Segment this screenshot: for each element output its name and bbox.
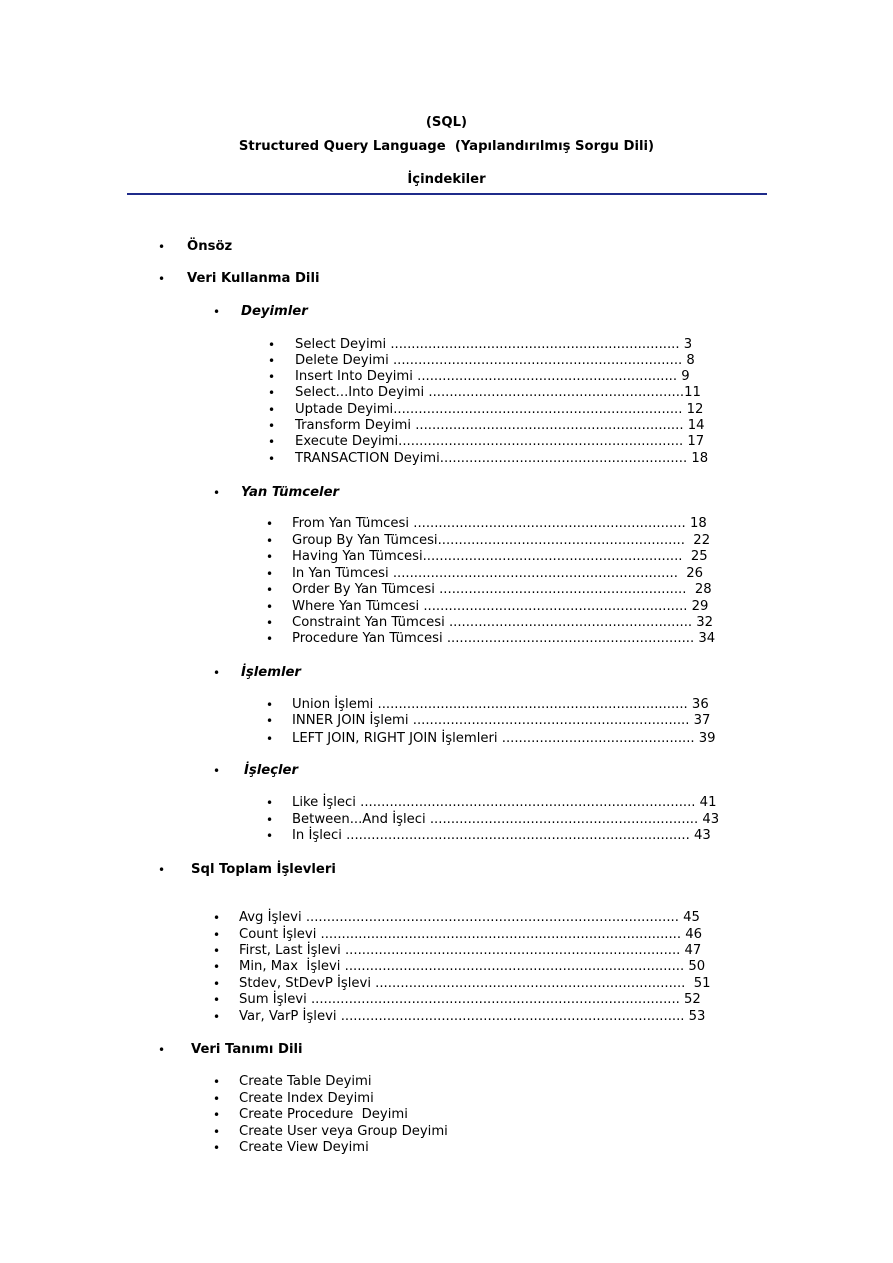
bullet-icon: • [266, 829, 274, 843]
bullet-icon: • [213, 305, 221, 319]
toc-entry: Insert Into Deyimi .............................................................. 9 [295, 369, 690, 384]
bullet-icon: • [158, 272, 166, 286]
bullet-icon: • [268, 386, 276, 400]
bullet-icon: • [266, 698, 274, 712]
doc-title-full: Structured Query Language (Yapılandırılmış Sorgu Dili) [238, 139, 655, 154]
toc-entry: Between...And İşleci ................................................................ 43 [292, 812, 720, 827]
bullet-icon: • [158, 863, 166, 877]
bullet-icon: • [268, 435, 276, 449]
bullet-icon: • [268, 338, 276, 352]
bullet-icon: • [268, 419, 276, 433]
header-divider [127, 193, 767, 195]
toc-section-onsoz: Önsöz [187, 239, 233, 254]
toc-section-toplam: Sql Toplam İşlevleri [191, 862, 336, 877]
bullet-icon: • [266, 517, 274, 531]
bullet-icon: • [213, 944, 221, 958]
toc-entry: In Yan Tümcesi .................................................................... 26 [292, 566, 704, 581]
toc-heading: İçindekiler [407, 172, 486, 187]
toc-entry: Group By Yan Tümcesi........................................................... 22 [292, 533, 711, 548]
toc-entry: LEFT JOIN, RIGHT JOIN İşlemleri .............................................. 39 [292, 731, 716, 746]
bullet-icon: • [213, 486, 221, 500]
toc-subsection-yan-tumceler: Yan Tümceler [241, 485, 340, 500]
toc-entry: Select...Into Deyimi .............................................................11 [295, 385, 701, 400]
toc-entry: Create User veya Group Deyimi [239, 1124, 448, 1139]
bullet-icon: • [213, 1075, 221, 1089]
toc-entry: Create Index Deyimi [239, 1091, 374, 1106]
bullet-icon: • [268, 403, 276, 417]
bullet-icon: • [266, 813, 274, 827]
bullet-icon: • [213, 977, 221, 991]
bullet-icon: • [213, 666, 221, 680]
toc-entry: Sum İşlevi ........................................................................................ 52 [239, 992, 701, 1007]
toc-entry: In İşleci .................................................................................. 43 [292, 828, 711, 843]
toc-subsection-islecler: İşleçler [244, 763, 299, 778]
bullet-icon: • [213, 960, 221, 974]
bullet-icon: • [158, 240, 166, 254]
toc-entry: Min, Max İşlevi ................................................................................. 50 [239, 959, 706, 974]
toc-entry: Having Yan Tümcesi.............................................................. 25 [292, 549, 708, 564]
bullet-icon: • [268, 370, 276, 384]
bullet-icon: • [213, 1108, 221, 1122]
toc-section-vkd: Veri Kullanma Dili [187, 271, 320, 286]
doc-title-sql: (SQL) [425, 115, 468, 130]
bullet-icon: • [213, 911, 221, 925]
bullet-icon: • [213, 1125, 221, 1139]
toc-subsection-deyimler: Deyimler [241, 304, 308, 319]
toc-entry: TRANSACTION Deyimi........................................................... 18 [295, 451, 709, 466]
toc-entry: Avg İşlevi ......................................................................................... 45 [239, 910, 700, 925]
toc-entry: Create Table Deyimi [239, 1074, 372, 1089]
bullet-icon: • [266, 632, 274, 646]
toc-entry: Order By Yan Tümcesi ........................................................... 28 [292, 582, 712, 597]
bullet-icon: • [213, 764, 221, 778]
toc-entry: Create Procedure Deyimi [239, 1107, 408, 1122]
bullet-icon: • [266, 732, 274, 746]
bullet-icon: • [266, 583, 274, 597]
toc-entry: Execute Deyimi.................................................................... 17 [295, 434, 705, 449]
toc-entry: Where Yan Tümcesi ............................................................... 29 [292, 599, 709, 614]
toc-entry: Union İşlemi .......................................................................... 36 [292, 697, 709, 712]
bullet-icon: • [266, 550, 274, 564]
bullet-icon: • [266, 714, 274, 728]
toc-section-vtd: Veri Tanımı Dili [191, 1042, 303, 1057]
bullet-icon: • [213, 993, 221, 1007]
bullet-icon: • [266, 616, 274, 630]
bullet-icon: • [213, 928, 221, 942]
bullet-icon: • [213, 1141, 221, 1155]
toc-entry: Create View Deyimi [239, 1140, 369, 1155]
bullet-icon: • [266, 796, 274, 810]
bullet-icon: • [213, 1010, 221, 1024]
toc-entry: Like İşleci ................................................................................ 41 [292, 795, 717, 810]
bullet-icon: • [266, 567, 274, 581]
bullet-icon: • [268, 452, 276, 466]
toc-entry: Uptade Deyimi..................................................................... 12 [295, 402, 704, 417]
toc-entry: First, Last İşlevi ................................................................................ 47 [239, 943, 702, 958]
toc-entry: From Yan Tümcesi ................................................................. 18 [292, 516, 707, 531]
toc-entry: Count İşlevi ...................................................................................... 46 [239, 927, 703, 942]
toc-entry: Stdev, StDevP İşlevi .......................................................................... 51 [239, 976, 711, 991]
toc-entry: Var, VarP İşlevi .................................................................................. 53 [239, 1009, 706, 1024]
toc-subsection-islemler: İşlemler [241, 665, 301, 680]
toc-entry: Select Deyimi ..................................................................... 3 [295, 337, 693, 352]
bullet-icon: • [268, 354, 276, 368]
bullet-icon: • [158, 1043, 166, 1057]
bullet-icon: • [213, 1092, 221, 1106]
toc-entry: Constraint Yan Tümcesi .......................................................... 32 [292, 615, 714, 630]
toc-entry: Transform Deyimi ................................................................ 14 [295, 418, 705, 433]
toc-entry: Procedure Yan Tümcesi ........................................................... 34 [292, 631, 716, 646]
toc-entry: Delete Deyimi ..................................................................... 8 [295, 353, 695, 368]
bullet-icon: • [266, 600, 274, 614]
bullet-icon: • [266, 534, 274, 548]
toc-entry: INNER JOIN İşlemi .................................................................. 37 [292, 713, 711, 728]
